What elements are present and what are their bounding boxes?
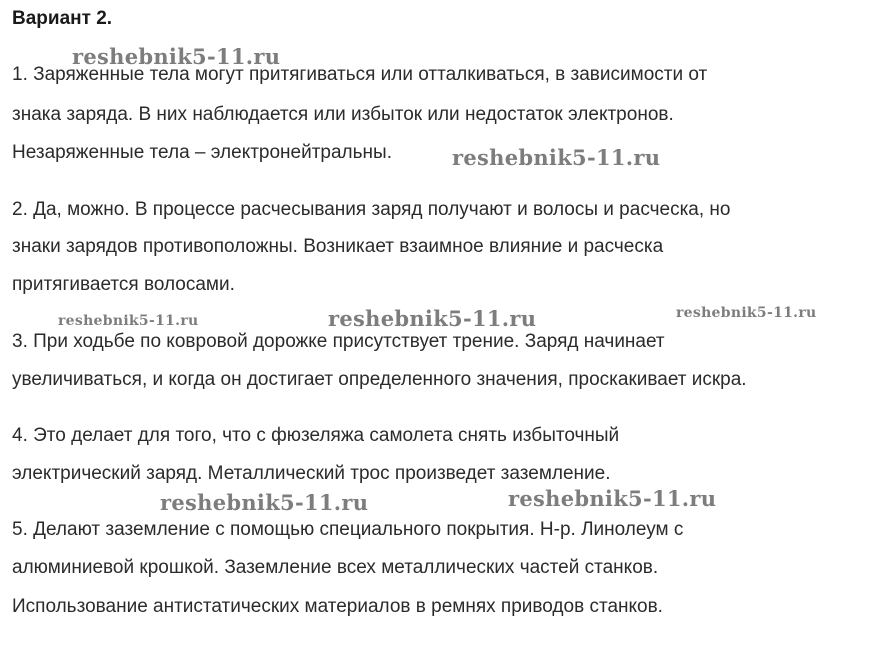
answer-2-line-1: 2. Да, можно. В процессе расчесывания заряд получают и волосы и расческа, но — [12, 199, 731, 220]
answer-2-line-2: знаки зарядов противоположны. Возникает взаимное влияние и расческа — [12, 236, 664, 257]
answer-1-line-1: 1. Заряженные тела могут притягиваться или отталкиваться, в зависимости от — [12, 64, 708, 85]
answer-5-line-1: 5. Делают заземление с помощью специального покрытия. Н-р. Линолеум с — [12, 519, 684, 540]
answer-3-line-2: увеличиваться, и когда он достигает определенного значения, проскакивает искра. — [12, 369, 747, 390]
answer-4-line-1: 4. Это делает для того, что с фюзеляжа самолета снять избыточный — [12, 425, 620, 446]
watermark: reshebnik5-11.ru — [58, 313, 199, 329]
answer-5-line-2: алюминиевой крошкой. Заземление всех металлических частей станков. — [12, 557, 659, 578]
variant-heading: Вариант 2. — [12, 8, 113, 29]
answer-2-line-3: притягивается волосами. — [12, 274, 235, 295]
answer-1-line-2: знака заряда. В них наблюдается или избыток или недостаток электронов. — [12, 104, 674, 125]
watermark: reshebnik5-11.ru — [508, 486, 717, 511]
answer-4-line-2: электрический заряд. Металлический трос произведет заземление. — [12, 463, 611, 484]
answer-1-line-3: Незаряженные тела – электронейтральны. — [12, 142, 392, 163]
watermark: reshebnik5-11.ru — [328, 306, 537, 331]
watermark: reshebnik5-11.ru — [676, 305, 817, 321]
watermark: reshebnik5-11.ru — [452, 145, 661, 170]
answer-3-line-1: 3. При ходьбе по ковровой дорожке присутствует трение. Заряд начинает — [12, 331, 665, 352]
answer-5-line-3: Использование антистатических материалов в ремнях приводов станков. — [12, 596, 663, 617]
watermark: reshebnik5-11.ru — [72, 44, 281, 69]
watermark: reshebnik5-11.ru — [160, 490, 369, 515]
